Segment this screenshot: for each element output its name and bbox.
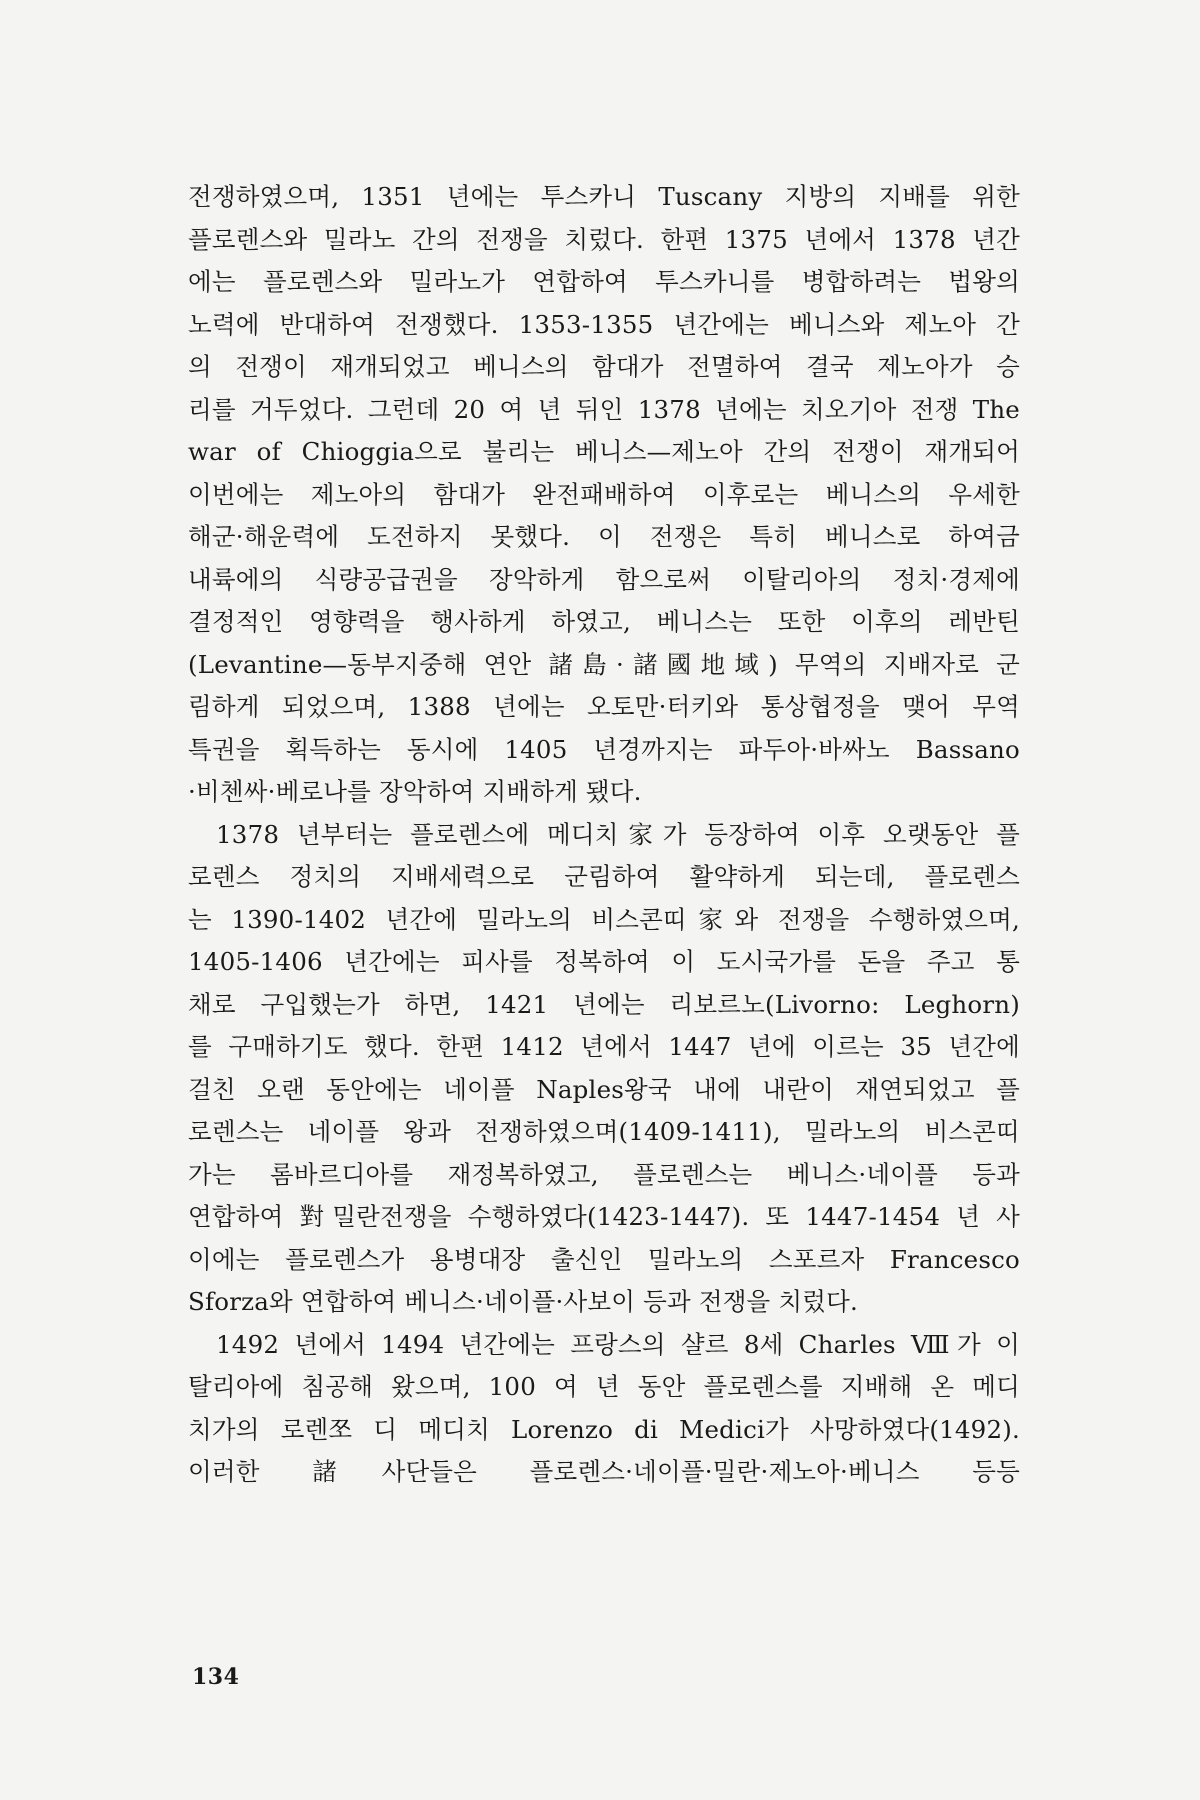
- text-line: 1492 년에서 1494 년간에는 프랑스의 샬르 8세 Charles Ⅷ가 이: [216, 1329, 1020, 1359]
- text-line: 걸친 오랜 동안에는 네이플 Naples왕국 내에 내란이 재연되었고 플: [188, 1074, 1020, 1104]
- text-line: 노력에 반대하여 전쟁했다. 1353-1355 년간에는 베니스와 제노아 간: [188, 309, 1020, 339]
- text-line: 플로렌스와 밀라노 간의 전쟁을 치렀다. 한편 1375 년에서 1378 년간: [188, 224, 1020, 254]
- text-line: 는 1390-1402 년간에 밀라노의 비스콘띠家와 전쟁을 수행하였으며,: [188, 904, 1020, 934]
- text-line: (Levantine—동부지중해 연안 諸島·諸國地域) 무역의 지배자로 군: [188, 649, 1020, 679]
- text-line: 1378 년부터는 플로렌스에 메디치家가 등장하여 이후 오랫동안 플: [216, 819, 1020, 849]
- text-line: 해군·해운력에 도전하지 못했다. 이 전쟁은 특히 베니스로 하여금: [188, 522, 1020, 551]
- text-line: 로렌스 정치의 지배세력으로 군림하여 활약하게 되는데, 플로렌스: [188, 862, 1020, 891]
- text-line: 림하게 되었으며, 1388 년에는 오토만·터키와 통상협정을 맺어 무역: [188, 692, 1020, 721]
- text-line: 전쟁하였으며, 1351 년에는 투스카니 Tuscany 지방의 지배를 위한: [188, 182, 1020, 211]
- text-line: 채로 구입했는가 하면, 1421 년에는 리보르노(Livorno: Leghorn): [188, 989, 1020, 1019]
- text-line: 이에는 플로렌스가 용병대장 출신인 밀라노의 스포르자 Francesco: [188, 1244, 1020, 1274]
- text-line: 특권을 획득하는 동시에 1405 년경까지는 파두아·바싸노 Bassano: [188, 734, 1020, 764]
- text-line: 이러한 諸사단들은 플로렌스·네이플·밀란·제노아·베니스 등등: [188, 1457, 1020, 1486]
- text-line: 치가의 로렌쪼 디 메디치 Lorenzo di Medici가 사망하였다(1492).: [188, 1414, 1020, 1444]
- text-line: 이번에는 제노아의 함대가 완전패배하여 이후로는 베니스의 우세한: [188, 479, 1020, 509]
- text-line: Sforza와 연합하여 베니스·네이플·사보이 등과 전쟁을 치렀다.: [188, 1287, 859, 1316]
- text-line: 의 전쟁이 재개되었고 베니스의 함대가 전멸하여 결국 제노아가 승: [188, 352, 1020, 381]
- body-text: [188, 176, 1020, 1494]
- text-line: ·비첸싸·베로나를 장악하여 지배하게 됐다.: [188, 777, 642, 806]
- text-line: war of Chioggia으로 불리는 베니스—제노아 간의 전쟁이 재개되어: [188, 437, 1020, 466]
- page-number: 134: [192, 1664, 240, 1690]
- text-line: 리를 거두었다. 그런데 20 여 년 뒤인 1378 년에는 치오기아 전쟁 The: [188, 394, 1020, 424]
- text-line: 1405-1406 년간에는 피사를 정복하여 이 도시국가를 돈을 주고 통: [188, 947, 1020, 976]
- text-line: 결정적인 영향력을 행사하게 하였고, 베니스는 또한 이후의 레반틴: [188, 607, 1020, 636]
- text-line: 를 구매하기도 했다. 한편 1412 년에서 1447 년에 이르는 35 년간에: [188, 1032, 1020, 1061]
- text-line: 로렌스는 네이플 왕과 전쟁하였으며(1409-1411), 밀라노의 비스콘띠: [188, 1117, 1020, 1146]
- text-line: 내륙에의 식량공급권을 장악하게 함으로써 이탈리아의 정치·경제에: [188, 564, 1020, 594]
- text-line: 가는 롬바르디아를 재정복하였고, 플로렌스는 베니스·네이플 등과: [188, 1159, 1020, 1189]
- text-line: 연합하여 對밀란전쟁을 수행하였다(1423-1447). 또 1447-1454 년 사: [188, 1202, 1020, 1231]
- text-line: 탈리아에 침공해 왔으며, 100 여 년 동안 플로렌스를 지배해 온 메디: [188, 1372, 1020, 1401]
- text-line: 에는 플로렌스와 밀라노가 연합하여 투스카니를 병합하려는 법왕의: [188, 267, 1020, 296]
